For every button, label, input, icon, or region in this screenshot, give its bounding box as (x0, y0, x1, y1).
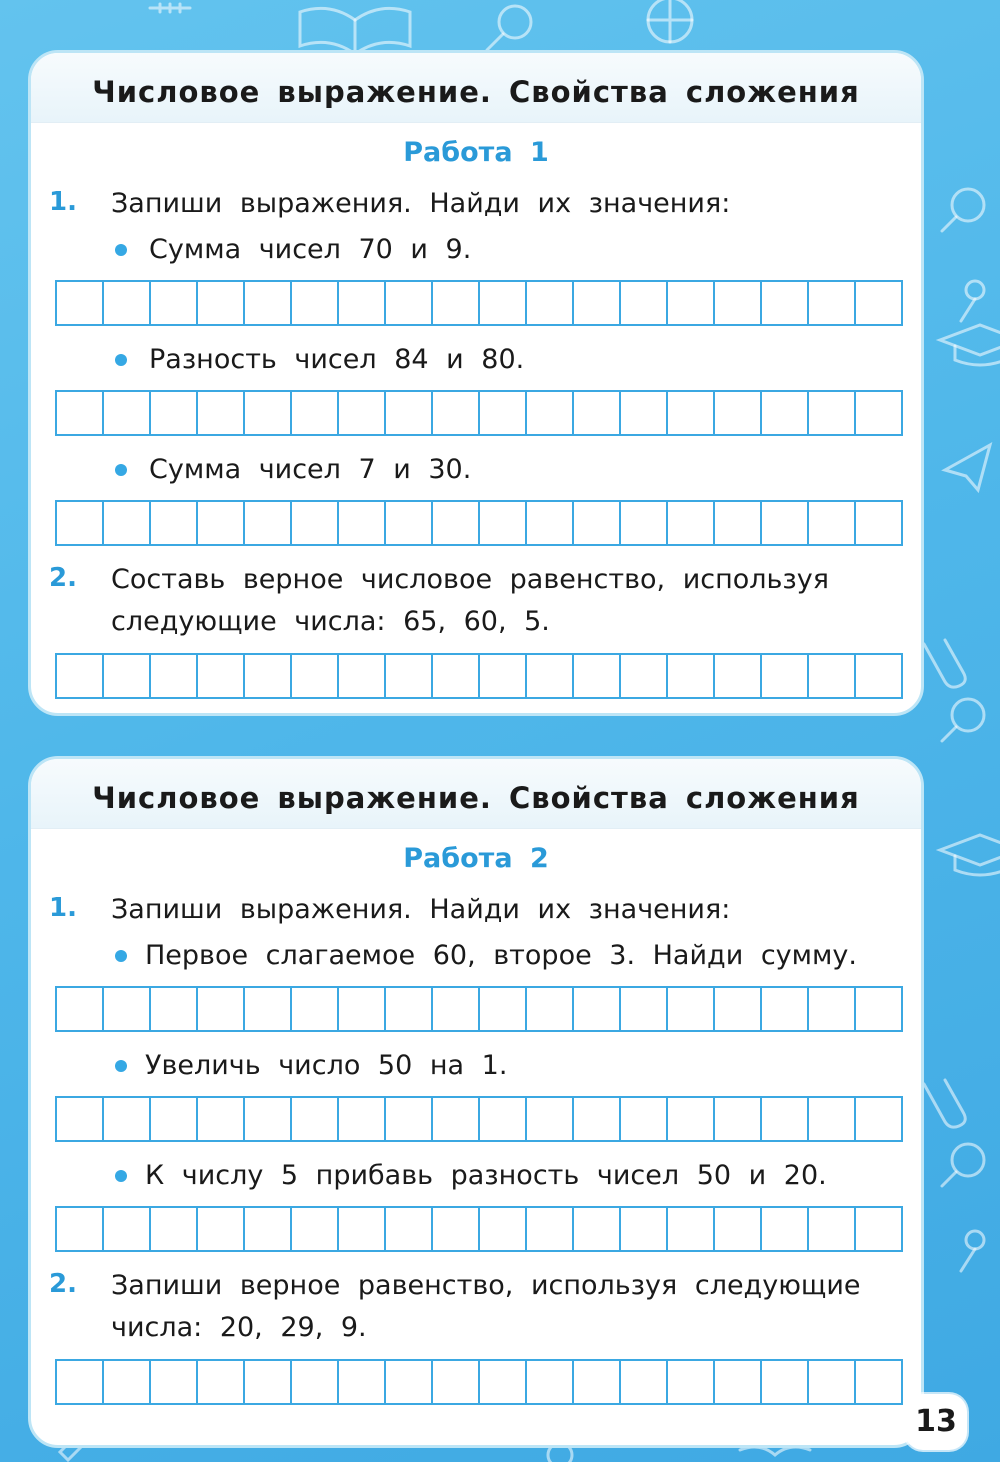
task-item: Увеличь число 50 на 1. (145, 1050, 508, 1081)
bullet (115, 950, 127, 962)
pushpin-icon (961, 1231, 984, 1271)
task-text-line-1: Составь верное числовое равенство, используя (111, 564, 830, 595)
bullet (115, 244, 127, 256)
ruler-icon (150, 4, 190, 12)
book-icon (740, 1447, 810, 1455)
task-text-line-2: числа: 20, 29, 9. (111, 1312, 367, 1343)
answer-grid[interactable] (55, 1096, 903, 1142)
answer-grid[interactable] (55, 280, 903, 326)
task-number: 1. (49, 187, 77, 217)
work-title: Работа 1 (403, 137, 549, 168)
section-heading: Числовое выражение. Свойства сложения (92, 75, 860, 109)
task-number: 1. (49, 893, 77, 923)
task-item: Первое слагаемое 60, второе 3. Найди сумму. (145, 940, 857, 971)
answer-grid[interactable] (55, 1359, 903, 1405)
paperclip-icon (924, 1080, 965, 1127)
graduation-cap-icon (940, 325, 1000, 365)
worksheet-card-2 (28, 756, 924, 1448)
task-item: Сумма чисел 7 и 30. (149, 454, 472, 485)
task-text: Запиши выражения. Найди их значения: (111, 894, 731, 925)
task-number: 2. (49, 563, 77, 593)
page-number: 13 (905, 1394, 967, 1450)
answer-grid[interactable] (55, 1206, 903, 1252)
answer-grid[interactable] (55, 653, 903, 699)
section-heading: Числовое выражение. Свойства сложения (92, 781, 860, 815)
magnifier-icon (942, 1144, 984, 1186)
magnifier-icon (487, 6, 531, 50)
task-text-line-1: Запиши верное равенство, используя следующие (111, 1270, 861, 1301)
paper-plane-icon (945, 445, 990, 490)
answer-grid[interactable] (55, 986, 903, 1032)
worksheet-card-1 (28, 50, 924, 716)
bullet (115, 464, 127, 476)
bullet (115, 1060, 127, 1072)
task-text: Запиши выражения. Найди их значения: (111, 188, 731, 219)
work-title: Работа 2 (403, 843, 549, 874)
task-text-line-2: следующие числа: 65, 60, 5. (111, 606, 550, 637)
task-number: 2. (49, 1269, 77, 1299)
graduation-cap-icon (940, 835, 1000, 875)
answer-grid[interactable] (55, 390, 903, 436)
task-item: Разность чисел 84 и 80. (149, 344, 525, 375)
bullet (115, 354, 127, 366)
bullet (115, 1170, 127, 1182)
task-item: Сумма чисел 70 и 9. (149, 234, 472, 265)
paperclip-icon (924, 640, 965, 687)
globe-icon (648, 0, 692, 42)
task-item: К числу 5 прибавь разность чисел 50 и 20. (145, 1160, 827, 1191)
pushpin-icon (961, 281, 984, 321)
magnifier-icon (942, 189, 984, 231)
magnifier-icon (942, 699, 984, 741)
book-icon (300, 8, 410, 54)
answer-grid[interactable] (55, 500, 903, 546)
